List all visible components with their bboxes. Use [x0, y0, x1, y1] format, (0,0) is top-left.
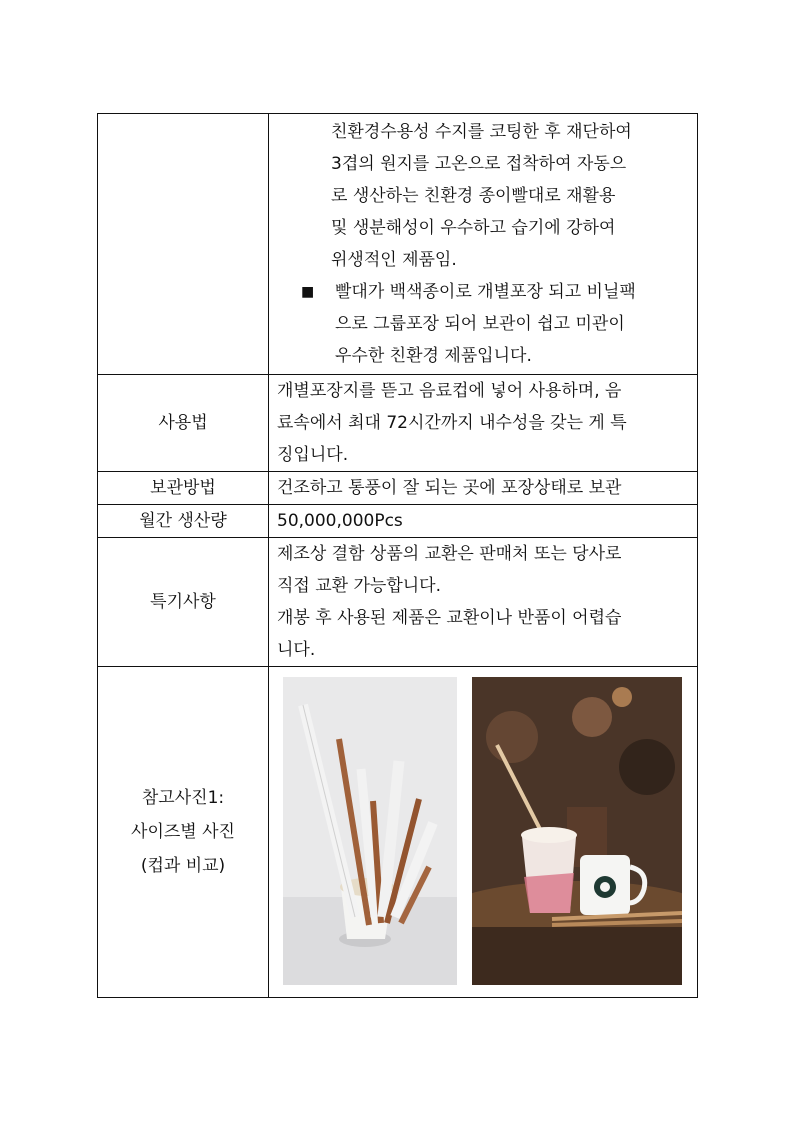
- product-spec-table: [97, 113, 698, 998]
- notes-line: 직접 교환 가능합니다.: [277, 576, 442, 596]
- production-value: 50,000,000Pcs: [269, 505, 698, 538]
- description-line: 로 생산하는 친환경 종이빨대로 재활용: [331, 186, 616, 206]
- description-line: 친환경수용성 수지를 코팅한 후 재단하여: [331, 122, 632, 142]
- photos-label-line: 참고사진1:: [141, 788, 225, 808]
- notes-line: 개봉 후 사용된 제품은 교환이나 반품이 어렵습: [277, 608, 622, 628]
- description-content-cell: [269, 114, 698, 375]
- storage-value: 건조하고 통풍이 잘 되는 곳에 포장상태로 보관: [269, 472, 698, 505]
- usage-content: [269, 375, 698, 472]
- bullet-item: [277, 276, 687, 372]
- notes-line: 니다.: [277, 640, 316, 660]
- notes-content: [269, 538, 698, 667]
- notes-label: 특기사항: [98, 538, 269, 667]
- description-row: [98, 114, 698, 375]
- production-row: [98, 505, 698, 538]
- storage-label: 보관방법: [98, 472, 269, 505]
- photos-label-cell: [98, 667, 269, 998]
- photos-label-line: 사이즈별 사진: [131, 822, 235, 842]
- straws-in-cup-photo: [283, 677, 457, 985]
- photos-row: [98, 667, 698, 998]
- usage-line: 료속에서 최대 72시간까지 내수성을 갖는 게 특: [277, 413, 627, 433]
- description-line: 3겹의 원지를 고온으로 접착하여 자동으: [331, 154, 627, 174]
- bullet-line: 우수한 친환경 제품입니다.: [335, 346, 532, 366]
- production-label: 월간 생산량: [98, 505, 269, 538]
- description-line: 및 생분해성이 우수하고 습기에 강하여: [331, 218, 616, 238]
- bullet-line: 으로 그룹포장 되어 보관이 쉽고 미관이: [335, 314, 625, 334]
- description-line: 위생적인 제품임.: [331, 250, 457, 270]
- notes-line: 제조상 결함 상품의 교환은 판매처 또는 당사로: [277, 544, 622, 564]
- notes-row: [98, 538, 698, 667]
- photos-label-line: (컵과 비교): [140, 856, 226, 876]
- usage-line: 징입니다.: [277, 445, 349, 465]
- usage-line: 개별포장지를 뜯고 음료컵에 넣어 사용하며, 음: [277, 381, 622, 401]
- square-bullet-icon: ■: [301, 284, 315, 300]
- description-label-cell: [98, 114, 269, 375]
- photos-content-cell: [269, 667, 698, 998]
- usage-row: [98, 375, 698, 472]
- usage-label: 사용법: [98, 375, 269, 472]
- cafe-drink-photo: [472, 677, 682, 985]
- bullet-line: 빨대가 백색종이로 개별포장 되고 비닐팩: [335, 282, 636, 302]
- storage-row: [98, 472, 698, 505]
